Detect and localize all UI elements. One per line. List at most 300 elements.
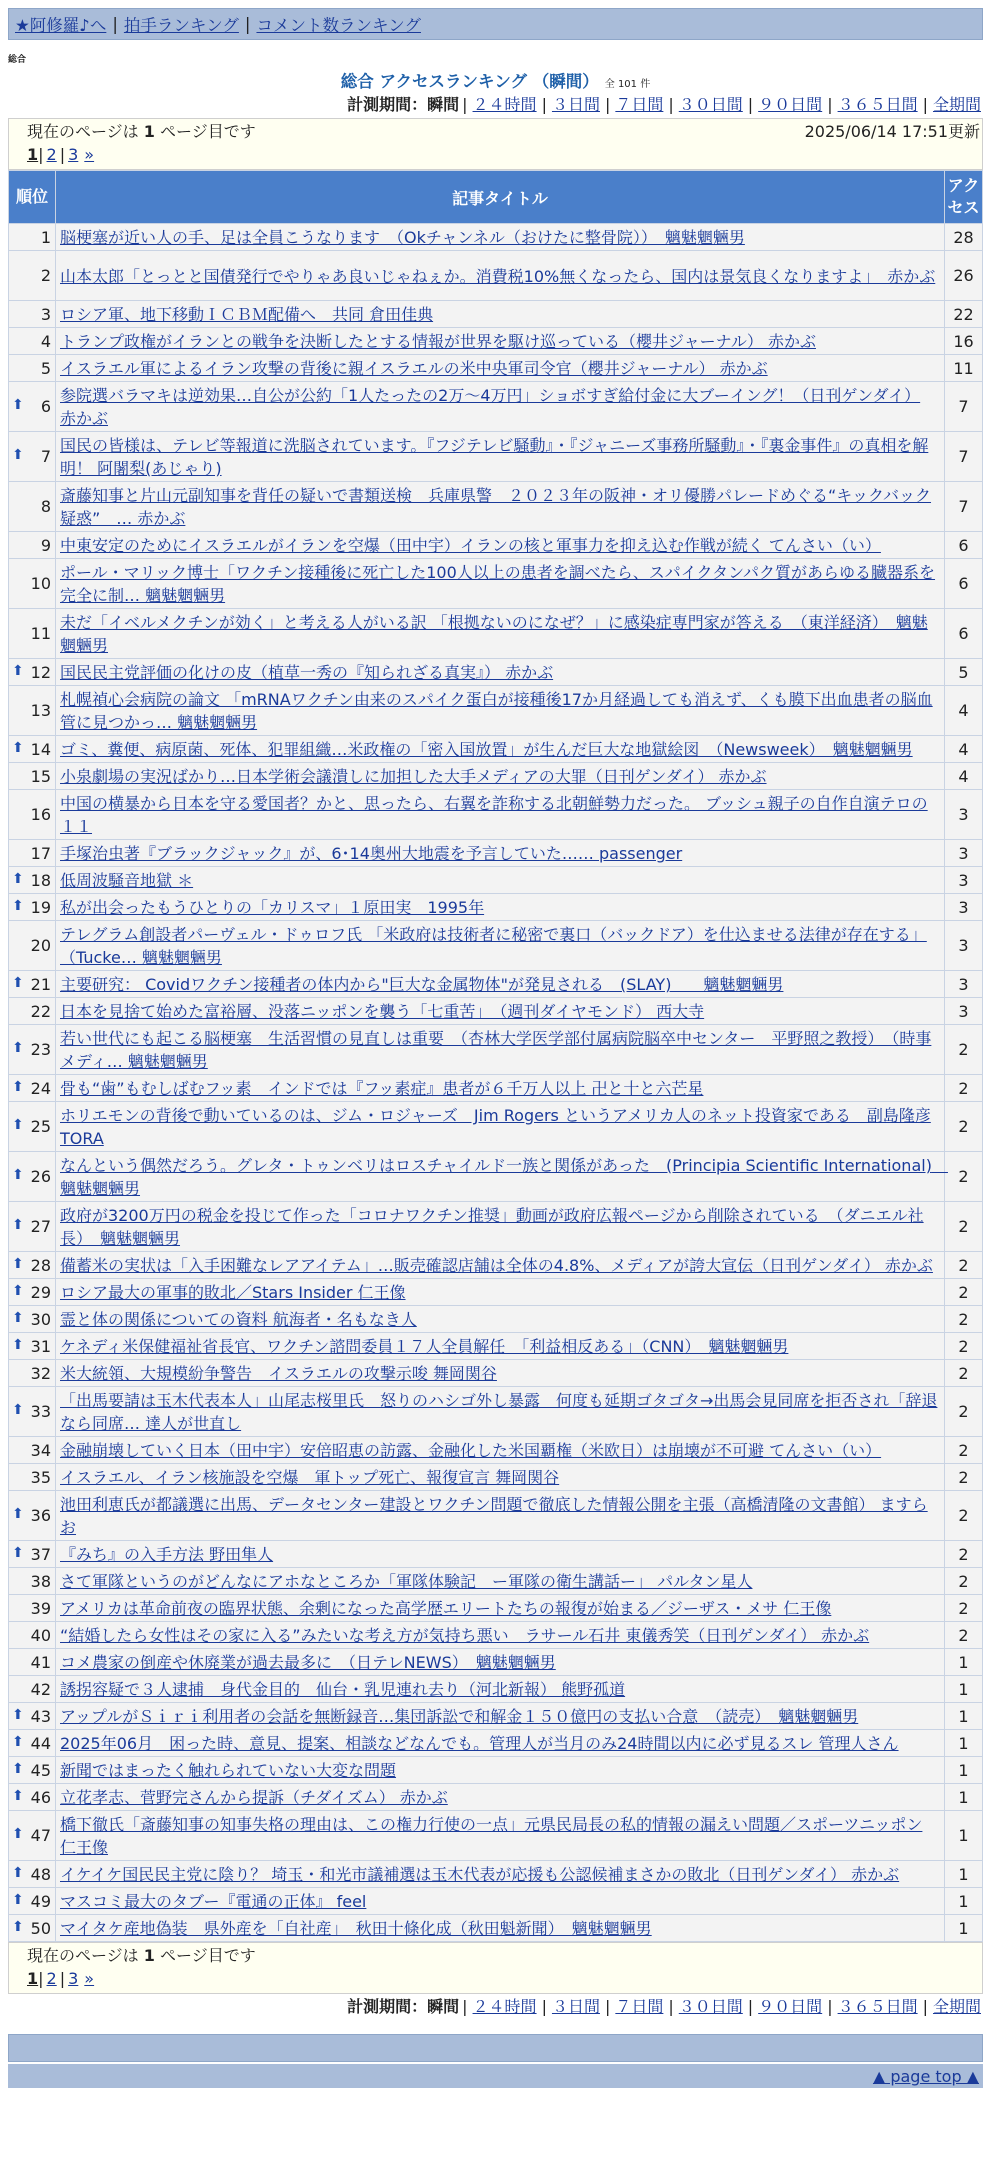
rank-cell xyxy=(9,251,56,301)
period-link[interactable]: ７日間 xyxy=(615,95,664,114)
table-row xyxy=(9,1622,983,1649)
table-row xyxy=(9,559,983,609)
period-link[interactable]: ３６５日間 xyxy=(837,95,918,114)
article-title-link[interactable]: 斎藤知事と片山元副知事を背任の疑いで書類送検 兵庫県警 ２０２３年の阪神・オリ優勝パレードめぐる“キックバック疑惑” … 赤かぶ xyxy=(60,486,932,528)
table-row xyxy=(9,1861,983,1888)
period-separator: | xyxy=(462,1997,468,2016)
page-status-row xyxy=(27,1945,980,1967)
article-title-link[interactable]: 橋下徹氏「斎藤知事の知事失格の理由は、この権力行使の一点」元県民局長の私的情報の漏えい問題／スポーツニッポン 仁王像 xyxy=(60,1815,923,1857)
pagination-link[interactable]: 3 xyxy=(68,1969,79,1988)
article-title-link[interactable]: “結婚したら女性はその家に入る”みたいな考え方が気持ち悪い ラサール石井 東儀秀笑（日刊ゲンダイ） 赤かぶ xyxy=(60,1626,870,1645)
period-link[interactable]: ３０日間 xyxy=(678,1997,743,2016)
article-title-link[interactable]: 低周波騒音地獄 ＊ xyxy=(60,871,194,890)
title-cell xyxy=(56,559,945,609)
title-cell xyxy=(56,736,945,763)
table-row xyxy=(9,1888,983,1915)
article-title-link[interactable]: 2025年06月 困った時、意見、提案、相談などなんでも。管理人が当月のみ24時間以内に必ず見るスレ 管理人さん xyxy=(60,1734,899,1753)
article-title-link[interactable]: 「出馬要請は玉木代表本人」山尾志桜里氏 怒りのハシゴ外し暴露 何度も延期ゴタゴタ→出馬会見同席を拒否され「辞退なら同席… 達人が世直し xyxy=(60,1391,938,1433)
article-title-link[interactable]: 小泉劇場の実況ばかり…日本学術会議潰しに加担した大手メディアの大罪（日刊ゲンダイ） 赤かぶ xyxy=(60,767,767,786)
page-top-link[interactable]: ▲ page top ▲ xyxy=(872,2067,979,2086)
title-cell xyxy=(56,1025,945,1075)
rank-cell xyxy=(9,1152,56,1202)
trend-up-icon: ⬆ xyxy=(12,897,24,914)
rank-number: 4 xyxy=(40,331,51,351)
table-row xyxy=(9,382,983,432)
rank-cell xyxy=(9,894,56,921)
table-row xyxy=(9,532,983,559)
table-row xyxy=(9,736,983,763)
table-row xyxy=(9,1252,983,1279)
rank-cell xyxy=(9,1676,56,1703)
trend-up-icon: ⬆ xyxy=(12,1078,24,1095)
article-title-link[interactable]: 金融崩壊していく日本（田中宇）安倍昭恵の訪露、金融化した米国覇権（米欧日）は崩壊が不可避 てんさい（い） xyxy=(60,1441,882,1460)
table-row xyxy=(9,1649,983,1676)
article-title-link[interactable]: ゴミ、糞便、病原菌、死体、犯罪組織…米政権の「密入国放置」が生んだ巨大な地獄絵図 （Newsweek） 魑魅魍魎男 xyxy=(60,740,913,759)
ranking-table-body xyxy=(9,224,983,1942)
trend-up-icon: ⬆ xyxy=(12,1309,24,1326)
rank-number: 2 xyxy=(40,266,51,285)
rank-cell xyxy=(9,1387,56,1437)
title-cell xyxy=(56,1811,945,1861)
rank-number: 49 xyxy=(30,1891,51,1911)
access-count: 1 xyxy=(945,1861,983,1888)
period-current: 瞬間 xyxy=(427,95,460,114)
period-separator: | xyxy=(668,1997,674,2016)
access-count: 2 xyxy=(945,1491,983,1541)
period-link[interactable]: ７日間 xyxy=(615,1997,664,2016)
title-cell xyxy=(56,1333,945,1360)
rank-number: 22 xyxy=(30,1001,51,1021)
title-cell xyxy=(56,1915,945,1942)
rank-cell xyxy=(9,1622,56,1649)
rank-number: 27 xyxy=(30,1217,51,1236)
article-title-link[interactable]: 立花孝志、菅野完さんから提訴（チダイズム） 赤かぶ xyxy=(60,1788,448,1807)
rank-number: 3 xyxy=(40,304,51,324)
page-status xyxy=(27,1945,256,1967)
rank-number: 47 xyxy=(30,1826,51,1845)
article-title-link[interactable]: 若い世代にも起こる脳梗塞 生活習慣の見直しは重要 （杏林大学医学部付属病院脳卒中センター 平野照之教授） （時事メディ… 魑魅魍魎男 xyxy=(60,1029,932,1071)
access-count: 2 xyxy=(945,1541,983,1568)
rank-cell xyxy=(9,971,56,998)
title-cell xyxy=(56,1360,945,1387)
rank-cell xyxy=(9,998,56,1025)
rank-cell xyxy=(9,1568,56,1595)
article-title-link[interactable]: ロシア最大の軍事的敗北／Stars Insider 仁王像 xyxy=(60,1283,406,1302)
title-cell xyxy=(56,921,945,971)
table-row xyxy=(9,1075,983,1102)
article-title-link[interactable]: ロシア軍、地下移動ＩＣＢＭ配備へ 共同 倉田佳典 xyxy=(60,305,434,324)
title-cell xyxy=(56,328,945,355)
article-title-link[interactable]: 山本太郎「とっとと国債発行でやりゃあ良いじゃねぇか。消費税10%無くなったら、国内は景気良くなりますよ」 赤かぶ xyxy=(60,266,936,286)
article-title-link[interactable]: マイタケ産地偽装 県外産を「自社産」 秋田十條化成（秋田魁新聞） 魑魅魍魎男 xyxy=(60,1919,652,1938)
access-count: 2 xyxy=(945,1360,983,1387)
rank-number: 36 xyxy=(30,1506,51,1525)
title-cell xyxy=(56,251,945,301)
rank-number: 33 xyxy=(30,1402,51,1421)
pagination-current: 1 xyxy=(27,1969,39,1988)
page-info-bottom xyxy=(8,1942,983,1994)
article-title-link[interactable]: イスラエル、イラン核施設を空爆 軍トップ死亡、報復宣言 舞岡関谷 xyxy=(60,1468,560,1487)
trend-up-icon: ⬆ xyxy=(12,1040,24,1056)
period-separator: | xyxy=(668,95,674,114)
table-row xyxy=(9,867,983,894)
access-count: 2 xyxy=(945,1202,983,1252)
pagination-link[interactable]: 2 xyxy=(46,145,57,164)
table-row xyxy=(9,894,983,921)
rank-cell xyxy=(9,432,56,482)
access-count: 2 xyxy=(945,1464,983,1491)
access-count: 2 xyxy=(945,1387,983,1437)
trend-up-icon: ⬆ xyxy=(12,1787,24,1804)
trend-up-icon: ⬆ xyxy=(12,1217,24,1233)
period-separator: | xyxy=(462,95,468,114)
period-link[interactable]: ３日間 xyxy=(551,1997,600,2016)
article-title-link[interactable]: トランプ政権がイランとの戦争を決断したとする情報が世界を駆け巡っている（櫻井ジャーナル） 赤かぶ xyxy=(60,332,816,351)
table-row xyxy=(9,1333,983,1360)
period-link[interactable]: ９０日間 xyxy=(758,1997,823,2016)
rank-cell xyxy=(9,1491,56,1541)
table-row xyxy=(9,1703,983,1730)
rank-cell xyxy=(9,1811,56,1861)
rank-cell xyxy=(9,1541,56,1568)
period-selector-bottom xyxy=(8,1994,983,2020)
rank-cell xyxy=(9,1333,56,1360)
period-link[interactable]: ９０日間 xyxy=(758,95,823,114)
article-title-link[interactable]: 誘拐容疑で３人逮捕 身代金目的 仙台・乳児連れ去り（河北新報） 熊野孤道 xyxy=(60,1680,626,1699)
access-count: 4 xyxy=(945,763,983,790)
period-separator: | xyxy=(827,1997,833,2016)
access-count: 6 xyxy=(945,559,983,609)
table-row xyxy=(9,251,983,301)
rank-number: 25 xyxy=(30,1117,51,1136)
pagination-next[interactable]: » xyxy=(84,1969,95,1988)
period-separator: | xyxy=(604,1997,611,2016)
trend-up-icon: ⬆ xyxy=(12,1255,24,1272)
rank-number: 46 xyxy=(30,1787,51,1807)
updated-timestamp: 2025/06/14 17:51更新 xyxy=(804,122,980,141)
article-title-link[interactable]: 国民の皆様は、テレビ等報道に洗脳されています。『フジテレビ騒動』・『ジャニーズ事務所騒動』・『裏金事件』の真相を解明！ 阿闍梨(あじゃり) xyxy=(60,436,929,478)
access-count: 2 xyxy=(945,1622,983,1649)
table-row xyxy=(9,224,983,251)
article-title-link[interactable]: 未だ「イベルメクチンが効く」と考える人がいる訳 「根拠ないのになぜ？」に感染症専門家が答える （東洋経済） 魑魅魍魎男 xyxy=(60,613,928,655)
article-title-link[interactable]: 脳梗塞が近い人の手、足は全員こうなります （Okチャンネル（おけたに整骨院）） 魑魅魍魎男 xyxy=(60,228,745,247)
access-count: 1 xyxy=(945,1915,983,1942)
table-row xyxy=(9,1025,983,1075)
access-count: 3 xyxy=(945,921,983,971)
trend-up-icon: ⬆ xyxy=(12,1544,24,1561)
rank-number: 39 xyxy=(30,1598,51,1618)
access-count: 28 xyxy=(945,224,983,251)
rank-cell xyxy=(9,1784,56,1811)
article-title-link[interactable]: 私が出会ったもうひとりの「カリスマ」１原田実 1995年 xyxy=(60,898,485,917)
title-cell xyxy=(56,1252,945,1279)
article-title-link[interactable]: アメリカは革命前夜の臨界状態、余剰になった高学歴エリートたちの報復が始まる／ジーザス・メサ 仁王像 xyxy=(60,1599,832,1618)
rank-number: 38 xyxy=(30,1571,51,1591)
table-row xyxy=(9,1279,983,1306)
title-cell xyxy=(56,1861,945,1888)
title-cell xyxy=(56,1152,948,1202)
rank-cell xyxy=(9,1252,56,1279)
page-title-text: 総合 アクセスランキング （瞬間） xyxy=(340,72,599,91)
access-count: 2 xyxy=(945,1102,983,1152)
table-row xyxy=(9,1811,983,1861)
article-title-link[interactable]: アップルがＳｉｒｉ利用者の会話を無断録音…集団訴訟で和解金１５０億円の支払い合意 （読売） 魑魅魍魎男 xyxy=(60,1707,859,1726)
access-count: 6 xyxy=(945,532,983,559)
period-link[interactable]: ３０日間 xyxy=(678,95,743,114)
table-row xyxy=(9,840,983,867)
comment-ranking-link[interactable]: コメント数ランキング xyxy=(256,16,421,35)
access-count: 3 xyxy=(945,894,983,921)
nav-separator: | xyxy=(244,14,251,34)
table-row xyxy=(9,482,983,532)
article-title-link[interactable]: 札幌禎心会病院の論文 「mRNAワクチン由来のスパイク蛋白が接種後17か月経過しても消えず、くも膜下出血患者の脳血管に見つかっ… 魑魅魍魎男 xyxy=(60,690,933,732)
title-cell xyxy=(56,482,945,532)
pagination-link[interactable]: 2 xyxy=(46,1969,57,1988)
total-count: 全 101 件 xyxy=(604,79,651,90)
article-title-link[interactable]: 備蓄米の実状は「入手困難なレアアイテム」…販売確認店舗は全体の4.8%、メディアが誇大宣伝（日刊ゲンダイ） 赤かぶ xyxy=(60,1256,933,1275)
trend-up-icon: ⬆ xyxy=(12,739,24,756)
article-title-link[interactable]: 日本を見捨て始めた富裕層、没落ニッポンを襲う「七重苦」 （週刊ダイヤモンド） 西大寺 xyxy=(60,1002,705,1021)
pagination xyxy=(27,1967,980,1991)
period-link[interactable]: ３日間 xyxy=(551,95,600,114)
rank-number: 34 xyxy=(30,1440,51,1460)
access-count: 2 xyxy=(945,1152,983,1202)
article-title-link[interactable]: マスコミ最大のタブー『電通の正体』 feel xyxy=(60,1892,367,1911)
table-row xyxy=(9,1306,983,1333)
title-header: 記事タイトル xyxy=(56,171,945,224)
period-label: 計測期間： xyxy=(347,1997,428,2016)
pagination-separator: | xyxy=(38,1969,44,1988)
period-separator: | xyxy=(922,1997,928,2016)
rank-cell xyxy=(9,686,56,736)
table-row xyxy=(9,998,983,1025)
period-selector-top xyxy=(8,92,983,118)
article-title-link[interactable]: 政府が3200万円の税金を投じて作った「コロナワクチン推奨」動画が政府広報ページから削除されている （ダニエル社長） 魑魅魍魎男 xyxy=(60,1206,924,1248)
page-status xyxy=(27,121,256,143)
access-count: 2 xyxy=(945,1568,983,1595)
table-row xyxy=(9,1202,983,1252)
period-separator: | xyxy=(541,1997,547,2016)
trend-up-icon: ⬆ xyxy=(12,397,24,413)
page-info-top xyxy=(8,118,983,170)
table-row xyxy=(9,1676,983,1703)
rank-cell xyxy=(9,1915,56,1942)
page-top-bar xyxy=(8,2064,983,2088)
pagination-separator: | xyxy=(38,145,44,164)
article-title-link[interactable]: 池田利恵氏が都議選に出馬、データセンター建設とワクチン問題で徹底した情報公開を主張（高橋清隆の文書館） ますらお xyxy=(60,1495,928,1537)
clap-ranking-link[interactable]: 拍手ランキング xyxy=(123,16,239,35)
article-title-link[interactable]: 国民民主党評価の化けの皮（植草一秀の『知られざる真実』） 赤かぶ xyxy=(60,663,554,682)
pagination-current: 1 xyxy=(27,145,39,164)
rank-cell xyxy=(9,532,56,559)
title-cell xyxy=(56,790,945,840)
rank-number: 35 xyxy=(30,1467,51,1487)
period-link[interactable]: ２４時間 xyxy=(472,95,537,114)
page-status-row xyxy=(27,121,980,143)
article-title-link[interactable]: テレグラム創設者パーヴェル・ドゥロフ氏 「米政府は技術者に秘密で裏口（バックドア）を仕込ませる法律が存在する」（Tucke… 魑魅魍魎男 xyxy=(60,925,927,967)
period-link[interactable]: ２４時間 xyxy=(472,1997,537,2016)
period-separator: | xyxy=(747,1997,754,2016)
access-count: 1 xyxy=(945,1811,983,1861)
title-cell xyxy=(56,1595,945,1622)
title-cell xyxy=(56,1622,945,1649)
article-title-link[interactable]: イケイケ国民民主党に陰り？ 埼玉・和光市議補選は玉木代表が応援も公認候補まさかの敗北（日刊ゲンダイ） 赤かぶ xyxy=(60,1865,900,1884)
rank-number: 9 xyxy=(40,535,51,555)
rank-number: 16 xyxy=(30,805,51,824)
title-cell xyxy=(56,1437,945,1464)
access-count: 3 xyxy=(945,998,983,1025)
table-row xyxy=(9,432,983,482)
article-title-link[interactable]: 米大統領、大規模紛争警告 イスラエルの攻撃示唆 舞岡関谷 xyxy=(60,1364,497,1383)
rank-number: 14 xyxy=(30,739,51,759)
table-row xyxy=(9,355,983,382)
trend-up-icon: ⬆ xyxy=(12,1506,24,1522)
title-cell xyxy=(56,1464,945,1491)
rank-number: 31 xyxy=(30,1336,51,1356)
rank-cell xyxy=(9,1888,56,1915)
access-header: アクセス xyxy=(945,171,983,224)
access-count: 3 xyxy=(945,867,983,894)
rank-cell xyxy=(9,1464,56,1491)
table-row xyxy=(9,971,983,998)
article-title-link[interactable]: 手塚治虫著『ブラックジャック』が、6･14奥州大地震を予言していた…… passenger xyxy=(60,844,683,863)
table-row xyxy=(9,1491,983,1541)
access-count: 7 xyxy=(945,432,983,482)
period-link[interactable]: 全期間 xyxy=(932,95,981,114)
title-cell xyxy=(56,686,945,736)
trend-up-icon: ⬆ xyxy=(12,974,24,991)
article-title-link[interactable]: コメ農家の倒産や休廃業が過去最多に （日テレNEWS） 魑魅魍魎男 xyxy=(60,1653,556,1672)
article-title-link[interactable]: 中国の横暴から日本を守る愛国者？かと、思ったら、右翼を詐称する北朝鮮勢力だった。 ブッシュ親子の自作自演テロの１１ xyxy=(60,794,928,836)
rank-cell xyxy=(9,1437,56,1464)
trend-up-icon: ⬆ xyxy=(12,870,24,887)
rank-number: 11 xyxy=(30,624,51,643)
rank-number: 24 xyxy=(30,1078,51,1098)
rank-number: 29 xyxy=(30,1282,51,1302)
rank-cell xyxy=(9,328,56,355)
table-row xyxy=(9,1152,983,1202)
home-link[interactable]: ★阿修羅♪へ xyxy=(15,16,107,35)
rank-cell xyxy=(9,482,56,532)
title-cell xyxy=(56,971,945,998)
period-link[interactable]: 全期間 xyxy=(932,1997,981,2016)
trend-up-icon: ⬆ xyxy=(12,1826,24,1842)
period-separator: | xyxy=(747,95,754,114)
trend-up-icon: ⬆ xyxy=(12,1733,24,1750)
period-separator: | xyxy=(922,95,928,114)
article-title-link[interactable]: 『みち』の入手方法 野田隼人 xyxy=(60,1545,274,1564)
pagination-next[interactable]: » xyxy=(84,145,95,164)
rank-number: 23 xyxy=(30,1040,51,1059)
article-title-link[interactable]: 骨も“歯”もむしばむフッ素 インドでは『フッ素症』患者が６千万人以上 卍と十と六芒星 xyxy=(60,1079,704,1098)
title-cell xyxy=(56,1387,945,1437)
article-title-link[interactable]: 霊と体の関係についての資料 航海者・名もなき人 xyxy=(60,1310,417,1329)
article-title-link[interactable]: ポール・マリック博士「ワクチン接種後に死亡した100人以上の患者を調べたら、スパイクタンパク質があらゆる臓器系を完全に制… 魑魅魍魎男 xyxy=(60,563,936,605)
page-status-num: 1 xyxy=(143,122,155,141)
rank-number: 50 xyxy=(30,1918,51,1938)
rank-cell xyxy=(9,1730,56,1757)
title-cell xyxy=(56,1676,945,1703)
title-cell xyxy=(56,1491,945,1541)
trend-up-icon: ⬆ xyxy=(12,1336,24,1353)
rank-number: 28 xyxy=(30,1255,51,1275)
rank-number: 13 xyxy=(30,701,51,720)
access-count: 2 xyxy=(945,1279,983,1306)
title-cell xyxy=(56,1730,945,1757)
access-count: 1 xyxy=(945,1676,983,1703)
page-container xyxy=(8,8,983,2088)
trend-up-icon: ⬆ xyxy=(12,1891,24,1908)
rank-number: 10 xyxy=(30,574,51,593)
title-cell xyxy=(56,763,945,790)
access-count: 7 xyxy=(945,382,983,432)
rank-cell xyxy=(9,1102,56,1152)
table-row xyxy=(9,609,983,659)
rank-cell xyxy=(9,659,56,686)
page-status-pre: 現在のページは xyxy=(27,1946,139,1965)
pagination-link[interactable]: 3 xyxy=(68,145,79,164)
access-count: 1 xyxy=(945,1888,983,1915)
table-row xyxy=(9,921,983,971)
access-count: 16 xyxy=(945,328,983,355)
pagination xyxy=(27,143,980,167)
title-cell xyxy=(56,1888,945,1915)
rank-number: 12 xyxy=(30,662,51,682)
pagination-separator: | xyxy=(59,1969,66,1988)
access-count: 3 xyxy=(945,971,983,998)
rank-cell xyxy=(9,1025,56,1075)
rank-cell xyxy=(9,1202,56,1252)
article-title-link[interactable]: 参院選バラマキは逆効果…自公が公約「1人たったの2万～4万円」ショボすぎ給付金に大ブーイング！（日刊ゲンダイ） 赤かぶ xyxy=(60,386,921,428)
access-count: 22 xyxy=(945,301,983,328)
pagination-separator: | xyxy=(59,145,66,164)
title-cell xyxy=(56,1306,945,1333)
trend-up-icon: ⬆ xyxy=(12,1167,24,1183)
title-cell xyxy=(56,1568,945,1595)
article-title-link[interactable]: 新聞ではまったく触れられていない大変な問題 xyxy=(60,1761,397,1780)
rank-cell xyxy=(9,867,56,894)
access-count: 3 xyxy=(945,840,983,867)
rank-cell xyxy=(9,1075,56,1102)
article-title-link[interactable]: ホリエモンの背後で動いているのは、ジム・ロジャーズ Jim Rogers というアメリカ人のネット投資家である 副島隆彦 TORA xyxy=(60,1106,931,1148)
article-title-link[interactable]: イスラエル軍によるイラン攻撃の背後に親イスラエルの米中央軍司令官（櫻井ジャーナル） 赤かぶ xyxy=(60,359,768,378)
article-title-link[interactable]: 主要研究： Covidワクチン接種者の体内から"巨大な金属物体"が発見される (SLAY) 魑魅魍魎男 xyxy=(60,975,784,994)
table-row xyxy=(9,1784,983,1811)
rank-number: 32 xyxy=(30,1363,51,1383)
article-title-link[interactable]: ケネディ米保健福祉省長官、ワクチン諮問委員１７人全員解任 「利益相反ある」（CNN） 魑魅魍魎男 xyxy=(60,1337,789,1356)
title-cell xyxy=(56,224,945,251)
access-count: 3 xyxy=(945,790,983,840)
rank-number: 5 xyxy=(40,358,51,378)
article-title-link[interactable]: さて軍隊というのがどんなにアホなところか「軍隊体験記 ー軍隊の衛生講話ー」 パルタン星人 xyxy=(60,1572,753,1591)
article-title-link[interactable]: なんという偶然だろう。グレタ・トゥンベリはロスチャイルド一族と関係があった (Principia Scientific International) 魑魅魍魎男 xyxy=(60,1156,948,1198)
period-separator: | xyxy=(604,95,611,114)
access-count: 6 xyxy=(945,609,983,659)
access-count: 2 xyxy=(945,1333,983,1360)
article-title-link[interactable]: 中東安定のためにイスラエルがイランを空爆（田中宇）イランの核と軍事力を抑え込む作戦が続く てんさい（い） xyxy=(60,536,881,555)
rank-number: 21 xyxy=(30,974,51,994)
period-current: 瞬間 xyxy=(427,1997,460,2016)
trend-up-icon: ⬆ xyxy=(12,1402,24,1418)
rank-cell xyxy=(9,355,56,382)
period-link[interactable]: ３６５日間 xyxy=(837,1997,918,2016)
access-count: 1 xyxy=(945,1703,983,1730)
access-count: 1 xyxy=(945,1784,983,1811)
access-count: 5 xyxy=(945,659,983,686)
rank-cell xyxy=(9,1703,56,1730)
title-cell xyxy=(56,432,945,482)
table-row xyxy=(9,763,983,790)
